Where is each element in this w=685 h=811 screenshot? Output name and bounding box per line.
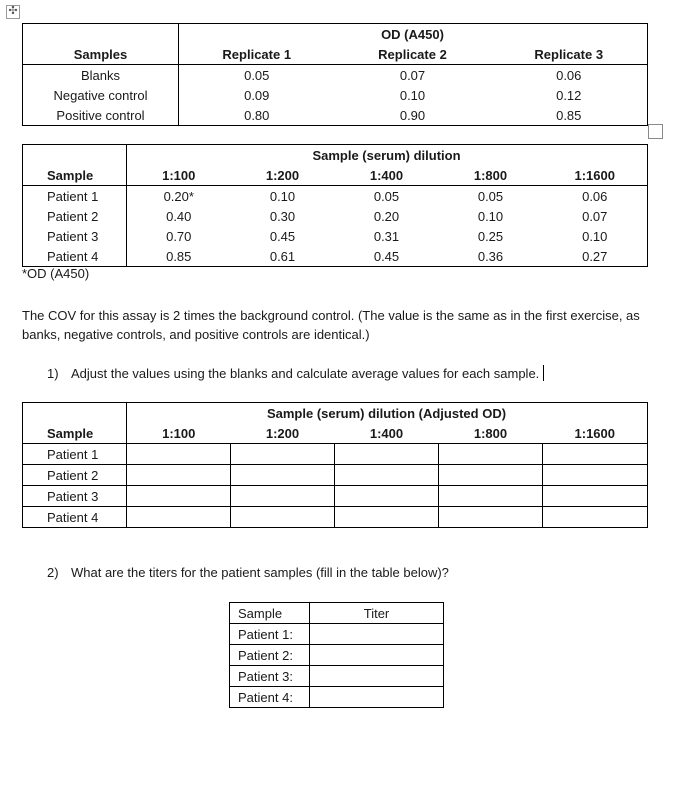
table-move-handle-icon[interactable]: ✣ — [6, 5, 20, 19]
table-cell: 0.05 — [439, 186, 543, 207]
cov-paragraph: The COV for this assay is 2 times the background control. (The value is the same as in the first exercise, as banks, negative controls, and positive controls are identical.) — [22, 308, 640, 342]
table-cell: Negative control — [23, 85, 179, 105]
table-cell: 0.31 — [373, 228, 400, 244]
table-cell: Positive control — [23, 105, 179, 126]
od-replicates-table — [22, 23, 648, 126]
table-row — [23, 85, 648, 105]
column-header: 1:800 — [439, 165, 543, 186]
table-row — [23, 444, 648, 465]
column-header: Sample — [230, 603, 310, 624]
table-row — [23, 246, 648, 267]
column-header: Replicate 1 — [179, 44, 335, 65]
input-cell[interactable] — [127, 507, 231, 528]
table-header-row — [23, 24, 648, 45]
input-cell[interactable] — [439, 507, 543, 528]
table-cell: Patient 3 — [23, 486, 127, 507]
table-cell: 0.70 — [127, 226, 231, 246]
table-header-row — [23, 165, 648, 186]
column-header: Sample — [23, 423, 127, 444]
table-cell: Patient 4: — [230, 687, 310, 708]
table-row — [23, 465, 648, 486]
column-header: Sample — [23, 165, 127, 186]
table-cell: 0.85 — [491, 105, 648, 126]
table-row — [230, 666, 444, 687]
table-row — [23, 105, 648, 126]
column-header-samples — [23, 24, 179, 45]
question-number: 2) — [47, 565, 59, 580]
table-cell: Patient 1 — [23, 444, 127, 465]
question-text: Adjust the values using the blanks and calculate average values for each sample. — [71, 366, 540, 381]
titer-input-cell[interactable] — [310, 687, 444, 708]
table-header-row — [23, 423, 648, 444]
titer-input-cell[interactable] — [310, 624, 444, 645]
table-cell: 0.07 — [543, 206, 648, 226]
table-cell: 0.10 — [231, 186, 335, 207]
column-header: 1:200 — [231, 165, 335, 186]
column-header: 1:400 — [335, 423, 439, 444]
table-cell: 0.61 — [231, 246, 335, 267]
column-header: Samples — [23, 44, 179, 65]
table-cell: 0.20* — [127, 186, 231, 207]
table-cell: 0.36 — [439, 246, 543, 267]
question-text: What are the titers for the patient samples (fill in the table below)? — [71, 565, 449, 580]
table-row — [23, 486, 648, 507]
column-header: 1:100 — [127, 423, 231, 444]
input-cell[interactable] — [231, 486, 335, 507]
table-cell: 0.45 — [335, 246, 439, 267]
input-cell[interactable] — [231, 465, 335, 486]
table-cell: 0.10 — [543, 226, 648, 246]
table-cell: Patient 2 — [23, 206, 127, 226]
table-cell: 0.06 — [491, 65, 648, 86]
column-header: 1:1600 — [543, 165, 648, 186]
table-header-row — [23, 44, 648, 65]
table-row — [23, 65, 648, 86]
input-cell[interactable] — [543, 486, 648, 507]
table-cell: Patient 3: — [230, 666, 310, 687]
input-cell[interactable] — [127, 486, 231, 507]
table-cell: 0.09 — [179, 85, 335, 105]
column-header: Replicate 2 — [335, 44, 491, 65]
column-header: 1:100 — [127, 165, 231, 186]
table-cell: 0.05 — [335, 186, 439, 207]
table-row — [230, 645, 444, 666]
table-cell: 0.40 — [127, 206, 231, 226]
table-cell: 0.20 — [373, 208, 400, 224]
table-cell: 0.90 — [335, 105, 491, 126]
input-cell[interactable] — [231, 444, 335, 465]
table-cell: 0.85 — [127, 246, 231, 267]
table-cell: 0.05 — [179, 65, 335, 86]
table-cell: 0.80 — [179, 105, 335, 126]
table-cell: 0.07 — [335, 65, 491, 86]
input-cell[interactable] — [335, 486, 439, 507]
table-cell: Blanks — [23, 65, 179, 86]
table-resize-handle-icon[interactable] — [648, 124, 663, 139]
table-cell: 0.10 — [399, 87, 426, 103]
table-cell: 0.10 — [477, 208, 504, 224]
input-cell[interactable] — [335, 465, 439, 486]
table-cell: 0.06 — [543, 186, 648, 207]
question-number: 1) — [47, 366, 59, 381]
table-header-row — [230, 603, 444, 624]
table-cell: 0.45 — [269, 228, 296, 244]
input-cell[interactable] — [127, 465, 231, 486]
column-header: 1:1600 — [543, 423, 648, 444]
input-cell[interactable] — [335, 444, 439, 465]
table-cell: 0.25 — [477, 228, 504, 244]
table-cell: 0.12 — [491, 85, 648, 105]
input-cell[interactable] — [335, 507, 439, 528]
table-cell: Patient 4 — [23, 246, 127, 267]
titer-table — [229, 602, 444, 708]
column-header: 1:200 — [231, 423, 335, 444]
question-2 — [47, 565, 449, 580]
table-row — [23, 507, 648, 528]
input-cell[interactable] — [543, 444, 648, 465]
titer-input-cell[interactable] — [310, 666, 444, 687]
input-cell[interactable] — [439, 444, 543, 465]
input-cell[interactable] — [439, 486, 543, 507]
question-1 — [47, 365, 544, 381]
column-header: 1:800 — [439, 423, 543, 444]
table-row — [230, 687, 444, 708]
table-cell: Patient 3 — [23, 226, 127, 246]
table-header-row — [23, 145, 648, 166]
column-header: 1:400 — [335, 165, 439, 186]
column-header: Titer — [310, 603, 444, 624]
table-row — [23, 186, 648, 207]
table-cell: Patient 1: — [230, 624, 310, 645]
table-row — [23, 226, 648, 246]
column-header: Replicate 3 — [491, 44, 648, 65]
input-cell[interactable] — [543, 465, 648, 486]
group-header-dilution: Sample (serum) dilution — [231, 145, 543, 166]
table-cell: Patient 1 — [23, 186, 127, 207]
table-row — [23, 206, 648, 226]
group-header-adjusted: Sample (serum) dilution (Adjusted OD) — [231, 403, 543, 424]
dilution-od-table — [22, 144, 648, 267]
text-cursor — [543, 365, 544, 381]
table-cell: 0.30 — [269, 208, 296, 224]
input-cell[interactable] — [127, 444, 231, 465]
table-cell: Patient 4 — [23, 507, 127, 528]
table-row — [230, 624, 444, 645]
table-cell: 0.27 — [543, 246, 648, 267]
table-cell: Patient 2 — [23, 465, 127, 486]
table-cell: Patient 2: — [230, 645, 310, 666]
table-header-row — [23, 403, 648, 424]
footnote: *OD (A450) — [22, 266, 90, 281]
group-header-od: OD (A450) — [335, 24, 491, 45]
input-cell[interactable] — [543, 507, 648, 528]
input-cell[interactable] — [439, 465, 543, 486]
adjusted-od-table — [22, 402, 648, 528]
titer-input-cell[interactable] — [310, 645, 444, 666]
input-cell[interactable] — [231, 507, 335, 528]
